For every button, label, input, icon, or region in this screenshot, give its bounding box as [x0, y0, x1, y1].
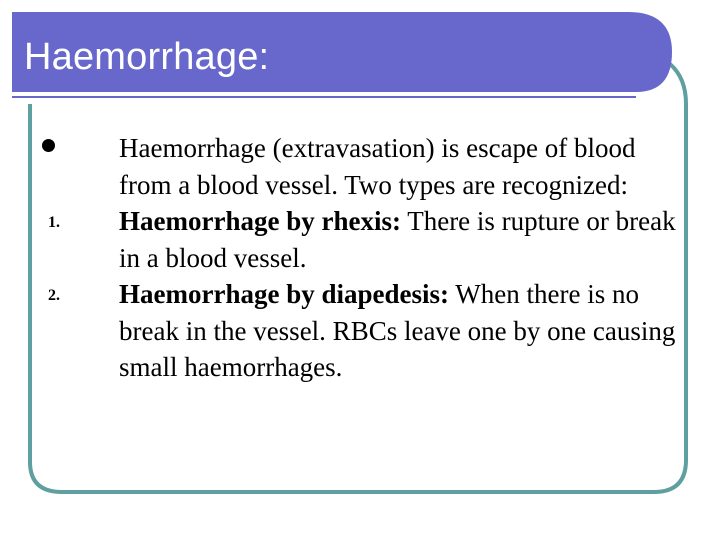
item-term: Haemorrhage by diapedesis:: [119, 279, 449, 309]
bullet-dot-icon: [42, 139, 55, 152]
list-item: [40, 130, 680, 203]
title-bar: [24, 22, 269, 92]
item-term: Haemorrhage by rhexis:: [119, 206, 401, 236]
number-marker: [40, 276, 80, 312]
item-text: When there is no break in the vessel. RBCs leave one by one causing small haemorrhages.: [119, 279, 676, 382]
list-item: [40, 203, 680, 276]
item-text: Haemorrhage (extravasation) is escape of blood from a blood vessel. Two types are recognized:: [119, 133, 636, 200]
list-item: [40, 276, 680, 386]
item-number: 1.: [48, 213, 60, 231]
item-text: There is rupture or break in a blood vessel.: [119, 206, 676, 273]
number-marker: [40, 203, 80, 239]
bullet-marker: [40, 130, 80, 166]
frame-right-top: [670, 64, 686, 104]
slide-title: Haemorrhage:: [24, 35, 270, 78]
item-number: 2.: [48, 286, 60, 304]
slide-body: [40, 130, 680, 386]
